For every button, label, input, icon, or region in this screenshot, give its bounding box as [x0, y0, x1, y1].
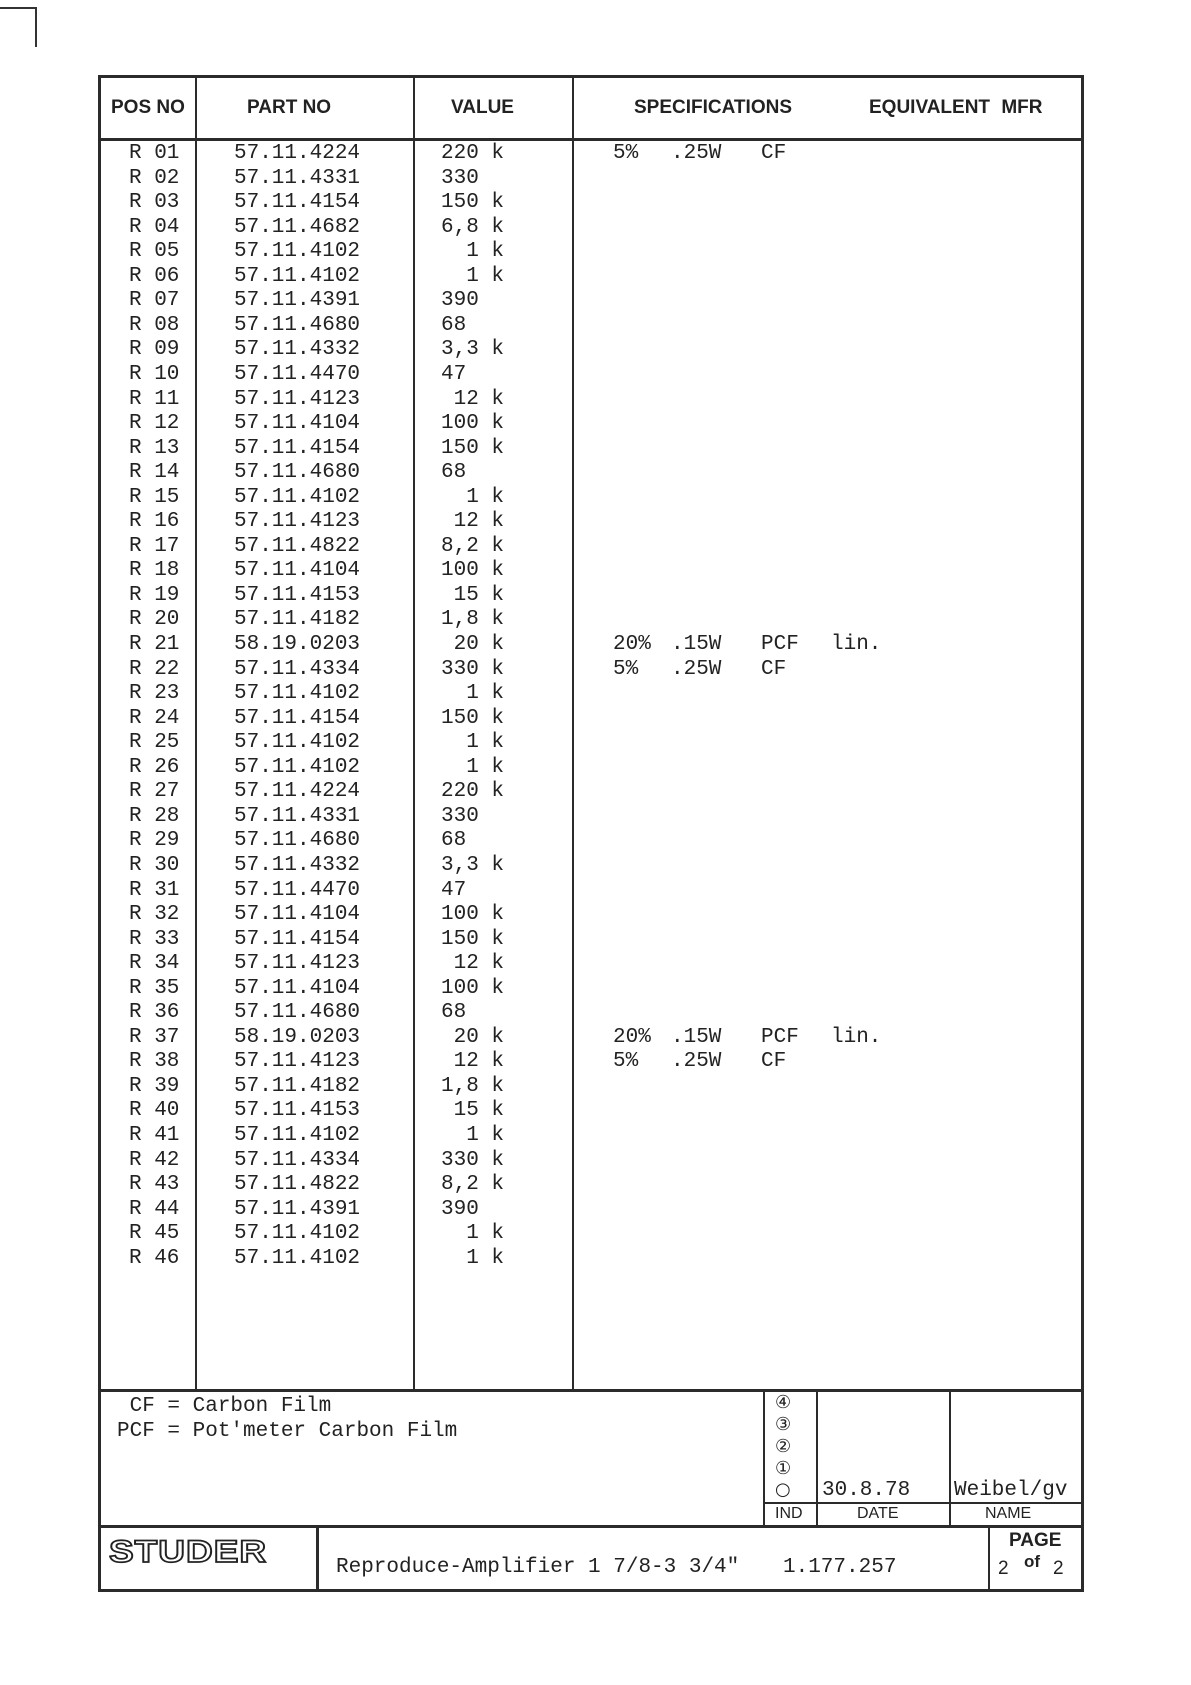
part-no-cell: 57.11.4153 [234, 583, 361, 607]
value-cell: 100 k [441, 559, 505, 583]
tolerance-cell: 5% [613, 1050, 639, 1074]
pos-no-cell: R 26 [129, 755, 180, 779]
pos-no-cell: R 34 [129, 952, 180, 976]
part-no-cell: 57.11.4331 [234, 166, 361, 190]
table-row [101, 1001, 1081, 1025]
page-total: 2 [1053, 1558, 1064, 1579]
table-row [101, 437, 1081, 461]
value-cell: 20 k [441, 633, 505, 656]
table-row [101, 1198, 1081, 1222]
table-row [101, 216, 1081, 240]
table-row [101, 1075, 1081, 1099]
part-no-cell: 57.11.4391 [234, 1197, 361, 1221]
pos-no-cell: R 39 [129, 1074, 180, 1098]
table-row [101, 338, 1081, 362]
note-cell: lin. [831, 633, 882, 656]
pos-no-cell: R 01 [129, 142, 180, 165]
pos-no-cell: R 27 [129, 780, 180, 804]
part-no-cell: 57.11.4680 [234, 461, 361, 485]
part-no-cell: 57.11.4104 [234, 976, 361, 1000]
pos-no-cell: R 10 [129, 362, 180, 386]
part-no-cell: 57.11.4102 [234, 1246, 361, 1270]
document-title: Reproduce-Amplifier 1 7/8-3 3/4" [336, 1556, 740, 1579]
pos-no-cell: R 12 [129, 412, 180, 436]
value-cell: 8,2 k [441, 534, 505, 558]
part-no-cell: 57.11.4102 [234, 1124, 361, 1147]
parts-list-sheet [98, 75, 1084, 1592]
type-cell: PCF [761, 1025, 799, 1049]
revision-index-2: ② [775, 1436, 792, 1457]
part-no-cell: 57.11.4123 [234, 952, 361, 976]
table-row [101, 780, 1081, 804]
header-equivalent-mfr: EQUIVALENT MFR [869, 97, 1043, 118]
pos-no-cell: R 22 [129, 657, 180, 681]
table-row [101, 829, 1081, 853]
part-no-cell: 57.11.4224 [234, 142, 361, 165]
part-no-cell: 57.11.4102 [234, 485, 361, 509]
table-row [101, 633, 1081, 657]
revision-index-3: ③ [775, 1414, 792, 1435]
note-cell: lin. [831, 1025, 882, 1049]
pos-no-cell: R 41 [129, 1124, 180, 1147]
page-number: 2 [998, 1558, 1009, 1579]
pos-no-cell: R 32 [129, 903, 180, 927]
pos-no-cell: R 11 [129, 387, 180, 411]
part-no-cell: 57.11.4123 [234, 387, 361, 411]
pos-no-cell: R 29 [129, 829, 180, 853]
pos-no-cell: R 09 [129, 338, 180, 362]
header-specifications: SPECIFICATIONS [634, 97, 792, 118]
value-cell: 47 [441, 362, 467, 386]
table-row [101, 314, 1081, 338]
part-no-cell: 58.19.0203 [234, 1025, 361, 1049]
value-cell: 20 k [441, 1025, 505, 1049]
header-divider [101, 138, 1081, 141]
part-no-cell: 57.11.4153 [234, 1099, 361, 1123]
table-row [101, 486, 1081, 510]
name-label: NAME [985, 1505, 1032, 1522]
table-row [101, 1026, 1081, 1050]
part-no-cell: 57.11.4470 [234, 878, 361, 902]
pos-no-cell: R 30 [129, 853, 180, 877]
value-cell: 330 [441, 166, 479, 190]
pos-no-cell: R 20 [129, 608, 180, 632]
part-no-cell: 57.11.4102 [234, 264, 361, 288]
part-no-cell: 57.11.4331 [234, 804, 361, 828]
table-row [101, 1050, 1081, 1074]
value-cell: 330 k [441, 657, 505, 681]
revision-name: Weibel/gv [954, 1479, 1068, 1502]
value-cell: 1,8 k [441, 1074, 505, 1098]
pos-no-cell: R 07 [129, 289, 180, 313]
value-cell: 15 k [441, 1099, 505, 1123]
table-bottom-line [101, 1389, 1081, 1392]
value-cell: 12 k [441, 387, 505, 411]
table-row [101, 903, 1081, 927]
table-row [101, 559, 1081, 583]
header-pos-no: POS NO [111, 97, 185, 118]
footer-top-line [101, 1525, 1081, 1528]
part-no-cell: 57.11.4470 [234, 362, 361, 386]
part-no-cell: 57.11.4182 [234, 1074, 361, 1098]
pos-no-cell: R 06 [129, 264, 180, 288]
pos-no-cell: R 24 [129, 706, 180, 730]
value-cell: 150 k [441, 706, 505, 730]
part-no-cell: 57.11.4680 [234, 829, 361, 853]
wattage-cell: .25W [671, 1050, 722, 1074]
table-row [101, 461, 1081, 485]
table-row [101, 1173, 1081, 1197]
pos-no-cell: R 05 [129, 240, 180, 264]
pos-no-cell: R 35 [129, 976, 180, 1000]
revision-date: 30.8.78 [822, 1479, 911, 1502]
crop-mark-horizontal [0, 7, 36, 9]
value-cell: 12 k [441, 1050, 505, 1074]
table-row [101, 191, 1081, 215]
value-cell: 12 k [441, 510, 505, 534]
pos-no-cell: R 38 [129, 1050, 180, 1074]
table-row [101, 240, 1081, 264]
part-no-cell: 57.11.4102 [234, 682, 361, 706]
value-cell: 390 [441, 289, 479, 313]
table-row [101, 363, 1081, 387]
part-no-cell: 58.19.0203 [234, 633, 361, 656]
pos-no-cell: R 40 [129, 1099, 180, 1123]
value-cell: 68 [441, 1001, 467, 1025]
pos-no-cell: R 33 [129, 927, 180, 951]
pos-no-cell: R 08 [129, 313, 180, 337]
value-cell: 12 k [441, 952, 505, 976]
pos-no-cell: R 19 [129, 583, 180, 607]
table-row [101, 535, 1081, 559]
table-row [101, 731, 1081, 755]
table-row [101, 854, 1081, 878]
tolerance-cell: 20% [613, 633, 651, 656]
part-no-cell: 57.11.4154 [234, 927, 361, 951]
rev-label-divider [763, 1502, 1081, 1504]
pos-no-cell: R 13 [129, 436, 180, 460]
rev-divider-3 [949, 1391, 951, 1527]
value-cell: 8,2 k [441, 1173, 505, 1197]
pos-no-cell: R 37 [129, 1025, 180, 1049]
value-cell: 100 k [441, 903, 505, 927]
page-of: of [1024, 1552, 1041, 1571]
value-cell: 68 [441, 313, 467, 337]
part-no-cell: 57.11.4102 [234, 755, 361, 779]
value-cell: 150 k [441, 927, 505, 951]
table-row [101, 977, 1081, 1001]
studer-logo: STUDER [109, 1534, 268, 1569]
table-row [101, 1222, 1081, 1246]
pos-no-cell: R 16 [129, 510, 180, 534]
part-no-cell: 57.11.4102 [234, 731, 361, 755]
value-cell: 330 k [441, 1148, 505, 1172]
value-cell: 1 k [441, 1222, 505, 1246]
table-row [101, 1149, 1081, 1173]
value-cell: 100 k [441, 412, 505, 436]
value-cell: 150 k [441, 191, 505, 215]
rev-divider-1 [763, 1391, 765, 1527]
part-no-cell: 57.11.4104 [234, 903, 361, 927]
part-no-cell: 57.11.4104 [234, 559, 361, 583]
pos-no-cell: R 23 [129, 682, 180, 706]
table-row [101, 142, 1081, 166]
pos-no-cell: R 14 [129, 461, 180, 485]
table-row [101, 952, 1081, 976]
value-cell: 220 k [441, 142, 505, 165]
value-cell: 1 k [441, 264, 505, 288]
part-no-cell: 57.11.4224 [234, 780, 361, 804]
pos-no-cell: R 18 [129, 559, 180, 583]
value-cell: 390 [441, 1197, 479, 1221]
table-row [101, 167, 1081, 191]
part-no-cell: 57.11.4680 [234, 313, 361, 337]
pos-no-cell: R 17 [129, 534, 180, 558]
value-cell: 1 k [441, 682, 505, 706]
value-cell: 15 k [441, 583, 505, 607]
type-cell: CF [761, 142, 787, 165]
logo-divider [316, 1525, 319, 1589]
value-cell: 47 [441, 878, 467, 902]
ind-label: IND [775, 1505, 803, 1522]
table-row [101, 584, 1081, 608]
tolerance-cell: 5% [613, 657, 639, 681]
table-row [101, 1247, 1081, 1271]
legend-pcf: PCF = Pot'meter Carbon Film [117, 1420, 458, 1443]
value-cell: 3,3 k [441, 338, 505, 362]
type-cell: CF [761, 1050, 787, 1074]
part-no-cell: 57.11.4822 [234, 534, 361, 558]
part-no-cell: 57.11.4104 [234, 412, 361, 436]
part-no-cell: 57.11.4123 [234, 510, 361, 534]
wattage-cell: .25W [671, 657, 722, 681]
table-row [101, 289, 1081, 313]
header-value: VALUE [451, 97, 514, 118]
table-row [101, 388, 1081, 412]
table-row [101, 707, 1081, 731]
table-row [101, 928, 1081, 952]
value-cell: 3,3 k [441, 853, 505, 877]
pos-no-cell: R 31 [129, 878, 180, 902]
pos-no-cell: R 43 [129, 1173, 180, 1197]
value-cell: 150 k [441, 436, 505, 460]
pos-no-cell: R 03 [129, 191, 180, 215]
value-cell: 68 [441, 829, 467, 853]
pos-no-cell: R 45 [129, 1222, 180, 1246]
type-cell: CF [761, 657, 787, 681]
value-cell: 1 k [441, 731, 505, 755]
part-no-cell: 57.11.4123 [234, 1050, 361, 1074]
value-cell: 1 k [441, 1124, 505, 1147]
table-row [101, 658, 1081, 682]
document-number: 1.177.257 [783, 1556, 897, 1579]
pos-no-cell: R 21 [129, 633, 180, 656]
part-no-cell: 57.11.4334 [234, 1148, 361, 1172]
table-row [101, 265, 1081, 289]
value-cell: 220 k [441, 780, 505, 804]
pos-no-cell: R 46 [129, 1246, 180, 1270]
revision-index-4: ④ [775, 1392, 792, 1413]
header-part-no: PART NO [247, 97, 332, 118]
pos-no-cell: R 42 [129, 1148, 180, 1172]
part-no-cell: 57.11.4391 [234, 289, 361, 313]
pos-no-cell: R 44 [129, 1197, 180, 1221]
part-no-cell: 57.11.4680 [234, 1001, 361, 1025]
value-cell: 330 [441, 804, 479, 828]
part-no-cell: 57.11.4332 [234, 338, 361, 362]
page-label: PAGE [1009, 1530, 1062, 1551]
page-divider [988, 1525, 990, 1589]
value-cell: 1 k [441, 1246, 505, 1270]
pos-no-cell: R 36 [129, 1001, 180, 1025]
table-row [101, 805, 1081, 829]
pos-no-cell: R 02 [129, 166, 180, 190]
legend-cf: CF = Carbon Film [117, 1395, 332, 1418]
tolerance-cell: 20% [613, 1025, 651, 1049]
rev-divider-2 [816, 1391, 818, 1527]
revision-index-1: ① [775, 1458, 792, 1479]
pos-no-cell: R 15 [129, 485, 180, 509]
wattage-cell: .15W [671, 1025, 722, 1049]
value-cell: 6,8 k [441, 215, 505, 239]
value-cell: 100 k [441, 976, 505, 1000]
value-cell: 68 [441, 461, 467, 485]
table-row [101, 412, 1081, 436]
part-no-cell: 57.11.4154 [234, 191, 361, 215]
table-row [101, 608, 1081, 632]
value-cell: 1,8 k [441, 608, 505, 632]
crop-mark-vertical [35, 7, 37, 47]
value-cell: 1 k [441, 485, 505, 509]
type-cell: PCF [761, 633, 799, 656]
table-row [101, 510, 1081, 534]
table-row [101, 682, 1081, 706]
table-row [101, 1099, 1081, 1123]
part-no-cell: 57.11.4332 [234, 853, 361, 877]
part-no-cell: 57.11.4682 [234, 215, 361, 239]
part-no-cell: 57.11.4102 [234, 240, 361, 264]
table-row [101, 1124, 1081, 1148]
part-no-cell: 57.11.4822 [234, 1173, 361, 1197]
wattage-cell: .15W [671, 633, 722, 656]
table-row [101, 756, 1081, 780]
table-row [101, 879, 1081, 903]
date-label: DATE [857, 1505, 899, 1522]
pos-no-cell: R 04 [129, 215, 180, 239]
tolerance-cell: 5% [613, 142, 639, 165]
value-cell: 1 k [441, 755, 505, 779]
part-no-cell: 57.11.4334 [234, 657, 361, 681]
part-no-cell: 57.11.4154 [234, 436, 361, 460]
value-cell: 1 k [441, 240, 505, 264]
pos-no-cell: R 28 [129, 804, 180, 828]
part-no-cell: 57.11.4182 [234, 608, 361, 632]
part-no-cell: 57.11.4154 [234, 706, 361, 730]
wattage-cell: .25W [671, 142, 722, 165]
revision-index-0: ○ [775, 1479, 791, 1500]
part-no-cell: 57.11.4102 [234, 1222, 361, 1246]
pos-no-cell: R 25 [129, 731, 180, 755]
